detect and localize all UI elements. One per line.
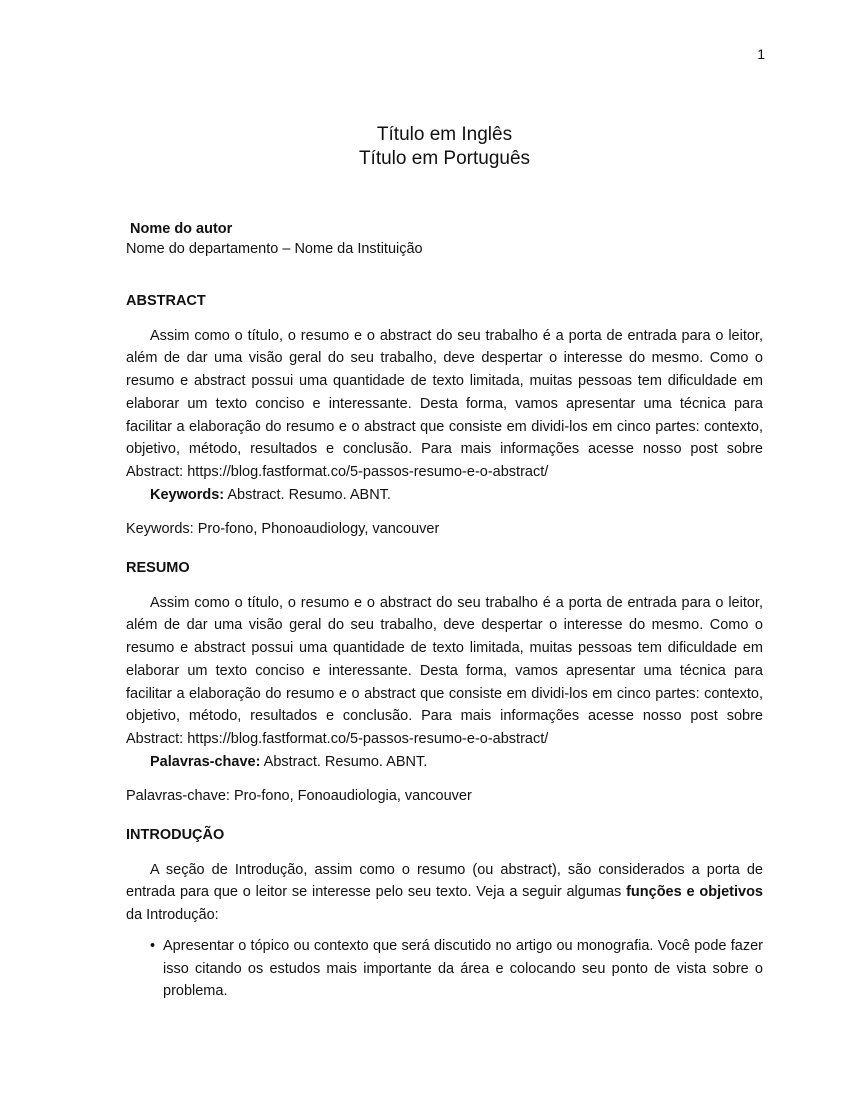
abstract-body: Assim como o título, o resumo e o abstract do seu trabalho é a porta de entrada para o leitor, além de dar uma visão geral do seu trabalho, deve despertar o interesse do mesmo. Como o resumo e abstract possui uma quantidade de texto limitada, muitas pessoas tem dificuldade em elaborar um texto conciso e interessante. Desta forma, vamos apresentar uma técnica para facilitar a elaboração do resumo e o abstract que consiste em dividi-los em cinco partes: contexto, objetivo, método, resultados e conclusão. Para mais informações acesse nosso post sobre Abstract: https://blog.fastformat.co/5-passos-resumo-e-o-abstract/ (126, 327, 763, 480)
title-portuguese: Título em Português (358, 148, 531, 169)
introducao-body-part2: da Introdução: (126, 907, 219, 924)
page-number: 1 (757, 46, 765, 62)
resumo-body: Assim como o título, o resumo e o abstract do seu trabalho é a porta de entrada para o leitor, além de dar uma visão geral do seu trabalho, deve despertar o interesse do mesmo. Como o resumo e abstract possui uma quantidade de texto limitada, muitas pessoas tem dificuldade em elaborar um texto conciso e interessante. Desta forma, vamos apresentar uma técnica para facilitar a elaboração do resumo e o abstract que consiste em dividi-los em cinco partes: contexto, objetivo, método, resultados e conclusão. Para mais informações acesse nosso post sobre Abstract: https://blog.fastformat.co/5-passos-resumo-e-o-abstract/ (126, 594, 763, 747)
abstract-keywords-label: Keywords: (150, 486, 225, 503)
resumo-keywords-label: Palavras-chave: (150, 753, 261, 770)
title-block (126, 123, 763, 171)
author-block (126, 219, 763, 259)
resumo-keywords-extra: Palavras-chave: Pro-fono, Fonoaudiologia, vancouver (126, 788, 472, 805)
paper-content (126, 290, 763, 1003)
resumo-keywords-value: Abstract. Resumo. ABNT. (263, 753, 428, 770)
abstract-keywords-extra: Keywords: Pro-fono, Phonoaudiology, vancouver (126, 521, 440, 538)
title-english: Título em Inglês (376, 124, 513, 145)
resumo-section (126, 557, 763, 808)
resumo-heading: RESUMO (126, 560, 190, 577)
introducao-body-part1: A seção de Introdução, assim como o resumo (ou abstract), são considerados a porta de entrada para que o leitor se interesse pelo seu texto. Veja a seguir algumas (126, 861, 763, 901)
introducao-section (126, 824, 763, 1003)
bullet-text: Apresentar o tópico ou contexto que será discutido no artigo ou monografia. Você pode fazer isso citando os estudos mais importante da área e colocando seu ponto de vista sobre o problema. (163, 937, 763, 1000)
author-affiliation: Nome do departamento – Nome da Instituição (126, 241, 423, 257)
introducao-body-bold: funções e objetivos (626, 884, 764, 901)
introducao-heading: INTRODUÇÃO (126, 827, 225, 844)
abstract-keywords (126, 484, 763, 507)
abstract-section (126, 290, 763, 541)
resumo-keywords (126, 751, 763, 774)
introducao-body (126, 859, 763, 927)
list-item (126, 935, 763, 1003)
abstract-keywords-value: Abstract. Resumo. ABNT. (227, 486, 391, 503)
introducao-bullet-list (126, 935, 763, 1003)
bullet-icon: • (150, 937, 156, 954)
author-name: Nome do autor (130, 221, 233, 237)
abstract-heading: ABSTRACT (126, 293, 206, 309)
